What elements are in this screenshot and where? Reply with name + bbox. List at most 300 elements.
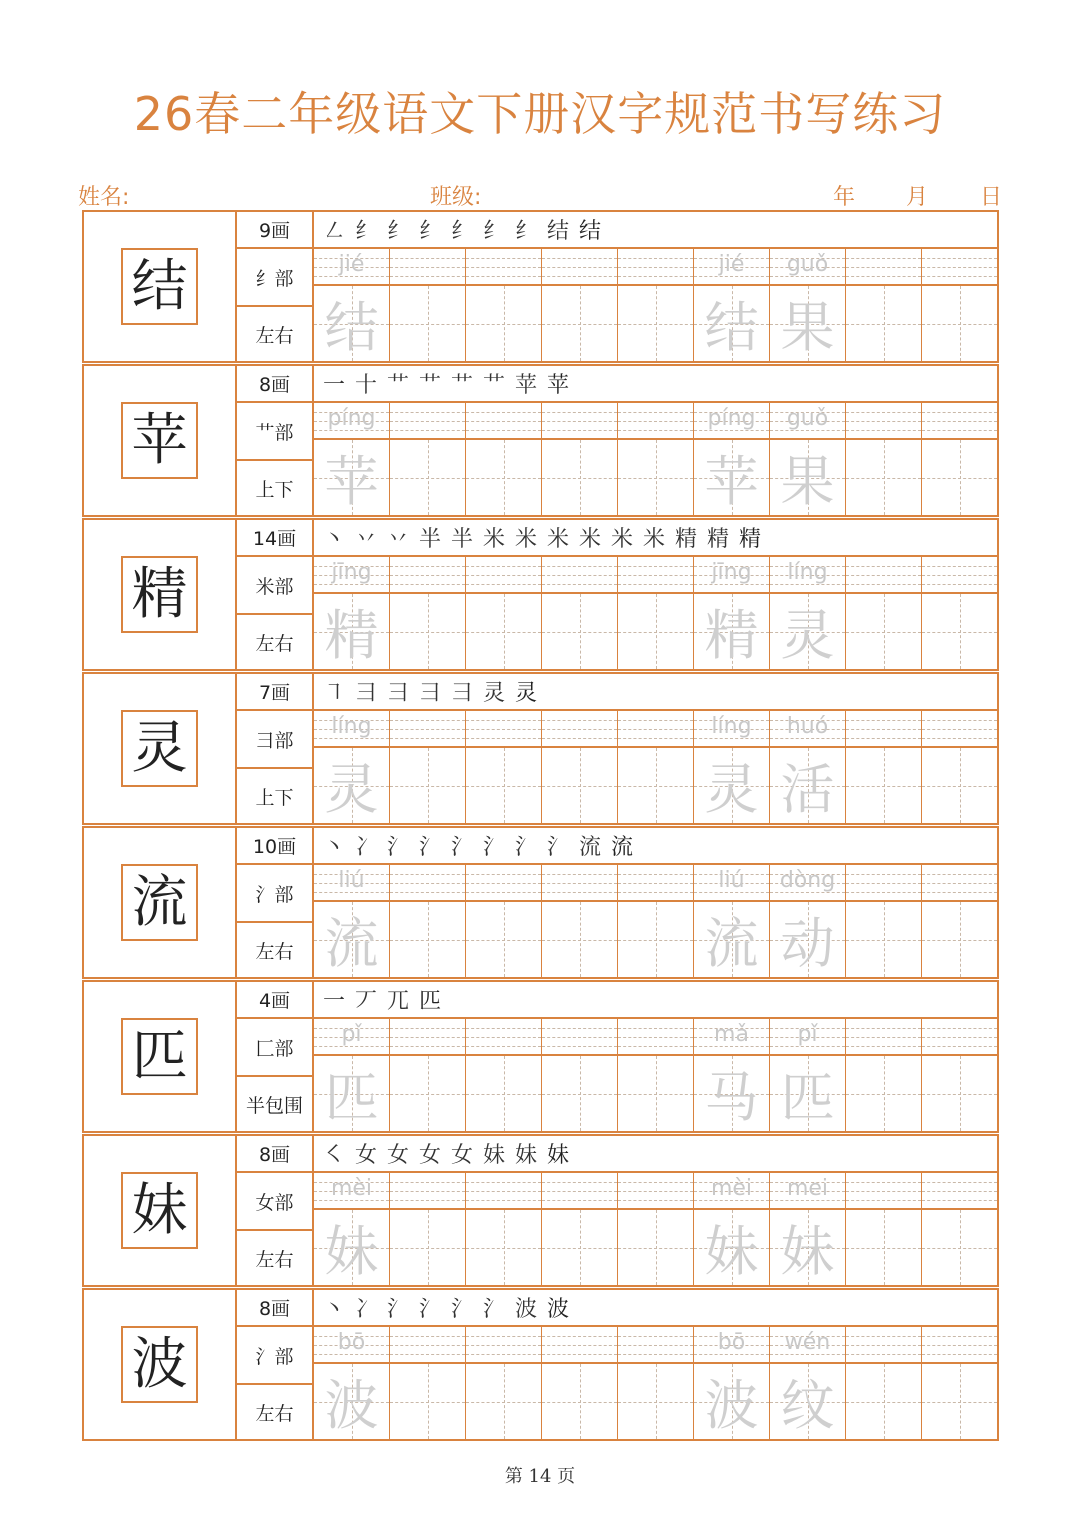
pinyin-row xyxy=(542,1019,617,1056)
tian-zi-ge xyxy=(618,1364,693,1439)
grid-cell[interactable] xyxy=(770,249,846,361)
grid-cell[interactable] xyxy=(618,1327,694,1439)
pinyin-row xyxy=(542,865,617,902)
tian-zi-ge xyxy=(846,286,921,361)
tian-zi-ge xyxy=(694,1056,769,1131)
grid-cell[interactable] xyxy=(466,557,542,669)
grid-cell[interactable] xyxy=(618,1173,694,1285)
tian-zi-ge xyxy=(466,1056,541,1131)
stroke-step: 波 xyxy=(546,1297,569,1322)
model-char-box xyxy=(121,248,198,325)
stroke-step: 彐 xyxy=(354,681,377,706)
pinyin-text: líng xyxy=(711,714,752,739)
grid-cell[interactable] xyxy=(922,1019,997,1131)
stroke-step: 匹 xyxy=(418,989,441,1014)
tian-zi-ge xyxy=(618,286,693,361)
grid-cell[interactable] xyxy=(618,865,694,977)
grid-cell[interactable] xyxy=(542,403,618,515)
tian-zi-ge xyxy=(770,902,845,977)
stroke-count: 8画 xyxy=(237,1290,312,1327)
structure: 左右 xyxy=(255,940,294,963)
grid-cell[interactable] xyxy=(694,249,770,361)
grid-cell[interactable] xyxy=(390,711,466,823)
stroke-step: 氵 xyxy=(418,1297,441,1322)
pinyin-row xyxy=(770,711,845,748)
stroke-count: 7画 xyxy=(237,674,312,711)
pinyin-row xyxy=(846,557,921,594)
tian-zi-ge xyxy=(618,902,693,977)
stroke-step: 氵 xyxy=(482,835,505,860)
stroke-step: 丶 xyxy=(322,1297,345,1322)
trace-char: 苹 xyxy=(324,450,379,513)
stroke-step: 丶 xyxy=(322,835,345,860)
trace-char: 流 xyxy=(324,912,379,975)
tian-zi-ge xyxy=(922,902,997,977)
tian-zi-ge xyxy=(542,1364,617,1439)
writing-grid xyxy=(314,403,997,515)
tian-zi-ge xyxy=(314,1210,389,1285)
tian-zi-ge xyxy=(694,440,769,515)
pinyin-row xyxy=(694,403,769,440)
tian-zi-ge xyxy=(390,1210,465,1285)
pinyin-row xyxy=(314,865,389,902)
grid-cell[interactable] xyxy=(390,865,466,977)
tian-zi-ge xyxy=(846,1056,921,1131)
tian-zi-ge xyxy=(390,440,465,515)
model-char-cell xyxy=(84,674,237,823)
tian-zi-ge xyxy=(770,594,845,669)
pinyin-row xyxy=(314,1327,389,1364)
stroke-step: 流 xyxy=(578,835,601,860)
pinyin-text: wén xyxy=(784,1330,831,1355)
trace-char: 波 xyxy=(324,1374,379,1437)
trace-char: 灵 xyxy=(704,758,759,821)
model-char-cell xyxy=(84,982,237,1131)
grid-cell[interactable] xyxy=(390,249,466,361)
pinyin-row xyxy=(618,403,693,440)
stroke-step: 艹 xyxy=(482,373,505,398)
grid-cell[interactable] xyxy=(922,711,997,823)
stroke-step: 纟 xyxy=(450,219,473,244)
grid-cell[interactable] xyxy=(770,1019,846,1131)
tian-zi-ge xyxy=(922,1364,997,1439)
grid-cell[interactable] xyxy=(390,1019,466,1131)
grid-cell[interactable] xyxy=(846,1019,922,1131)
grid-cell[interactable] xyxy=(922,403,997,515)
pinyin-row xyxy=(542,711,617,748)
pinyin-row xyxy=(466,557,541,594)
pinyin-text: mǎ xyxy=(714,1022,749,1047)
pinyin-row xyxy=(694,557,769,594)
stroke-order xyxy=(314,674,997,711)
grid-cell[interactable] xyxy=(694,711,770,823)
stroke-count: 14画 xyxy=(237,520,312,557)
stroke-step: 精 xyxy=(674,527,697,552)
radical: 女部 xyxy=(237,1173,312,1231)
pinyin-text: jīng xyxy=(711,560,752,585)
model-char: 苹 xyxy=(131,407,188,473)
trace-char: 精 xyxy=(324,604,379,667)
stroke-order xyxy=(314,1290,997,1327)
grid-cell[interactable] xyxy=(694,1327,770,1439)
tian-zi-ge xyxy=(770,1056,845,1131)
tian-zi-ge xyxy=(846,594,921,669)
grid-cell[interactable] xyxy=(694,865,770,977)
pinyin-text: pǐ xyxy=(797,1022,818,1047)
grid-cell[interactable] xyxy=(466,249,542,361)
tian-zi-ge xyxy=(618,1056,693,1131)
grid-cell[interactable] xyxy=(922,865,997,977)
tian-zi-ge xyxy=(466,1210,541,1285)
tian-zi-ge xyxy=(770,1210,845,1285)
trace-char: 马 xyxy=(704,1066,759,1129)
tian-zi-ge xyxy=(314,902,389,977)
model-char-box xyxy=(121,1018,198,1095)
stroke-count: 9画 xyxy=(237,212,312,249)
pinyin-row xyxy=(694,865,769,902)
model-char: 灵 xyxy=(131,715,188,781)
grid-cell[interactable] xyxy=(694,557,770,669)
tian-zi-ge xyxy=(694,1210,769,1285)
tian-zi-ge xyxy=(922,1210,997,1285)
grid-cell[interactable] xyxy=(922,557,997,669)
model-char: 精 xyxy=(131,561,188,627)
tian-zi-ge xyxy=(314,1364,389,1439)
trace-char: 动 xyxy=(780,912,835,975)
stroke-step: 米 xyxy=(546,527,569,552)
pinyin-text: guǒ xyxy=(786,252,829,277)
tian-zi-ge xyxy=(390,286,465,361)
grid-cell[interactable] xyxy=(314,249,390,361)
tian-zi-ge xyxy=(770,286,845,361)
pinyin-row xyxy=(618,1019,693,1056)
pinyin-row xyxy=(694,1327,769,1364)
tian-zi-ge xyxy=(314,286,389,361)
model-char: 妹 xyxy=(131,1177,188,1243)
pinyin-row xyxy=(314,403,389,440)
writing-grid xyxy=(314,711,997,823)
tian-zi-ge xyxy=(542,286,617,361)
pinyin-row xyxy=(846,403,921,440)
grid-cell[interactable] xyxy=(922,1327,997,1439)
grid-cell[interactable] xyxy=(694,1173,770,1285)
trace-char: 精 xyxy=(704,604,759,667)
grid-cell[interactable] xyxy=(846,557,922,669)
grid-cell[interactable] xyxy=(846,403,922,515)
stroke-step: 氵 xyxy=(546,835,569,860)
char-block xyxy=(82,518,999,671)
grid-cell[interactable] xyxy=(390,1327,466,1439)
char-block xyxy=(82,364,999,517)
grid-cell[interactable] xyxy=(390,557,466,669)
grid-cell[interactable] xyxy=(770,557,846,669)
structure: 半包围 xyxy=(245,1094,303,1117)
grid-cell[interactable] xyxy=(466,1019,542,1131)
grid-cell[interactable] xyxy=(618,249,694,361)
stroke-step: 氵 xyxy=(450,835,473,860)
grid-cell[interactable] xyxy=(542,1019,618,1131)
pinyin-row xyxy=(694,711,769,748)
tian-zi-ge xyxy=(466,440,541,515)
pinyin-row xyxy=(770,403,845,440)
grid-cell[interactable] xyxy=(770,1327,846,1439)
model-char: 波 xyxy=(131,1331,188,1397)
stroke-step: 兀 xyxy=(386,989,409,1014)
pinyin-row xyxy=(846,865,921,902)
radical: 氵部 xyxy=(237,1327,312,1385)
pinyin-row xyxy=(618,865,693,902)
pinyin-row xyxy=(390,1019,465,1056)
pinyin-row xyxy=(314,711,389,748)
stroke-step: 米 xyxy=(610,527,633,552)
grid-cell[interactable] xyxy=(694,403,770,515)
pinyin-row xyxy=(618,557,693,594)
grid-cell[interactable] xyxy=(390,403,466,515)
stroke-step: 彐 xyxy=(418,681,441,706)
trace-char: 灵 xyxy=(780,604,835,667)
grid-cell[interactable] xyxy=(618,1019,694,1131)
structure: 左右 xyxy=(255,632,294,655)
pinyin-row xyxy=(542,1327,617,1364)
grid-cell[interactable] xyxy=(314,403,390,515)
pinyin-text: bō xyxy=(337,1330,366,1355)
tian-zi-ge xyxy=(390,1056,465,1131)
stroke-step: 冫 xyxy=(354,1297,377,1322)
trace-char: 妹 xyxy=(780,1220,835,1283)
stroke-count: 8画 xyxy=(237,1136,312,1173)
tian-zi-ge xyxy=(846,748,921,823)
pinyin-text: mèi xyxy=(710,1176,753,1201)
pinyin-text: dòng xyxy=(779,868,836,893)
tian-zi-ge xyxy=(846,1364,921,1439)
pinyin-row xyxy=(466,711,541,748)
tian-zi-ge xyxy=(618,594,693,669)
trace-char: 纹 xyxy=(780,1374,835,1437)
grid-cell[interactable] xyxy=(466,711,542,823)
pinyin-row xyxy=(542,1173,617,1210)
pinyin-row xyxy=(618,1327,693,1364)
stroke-step: 丷 xyxy=(354,527,377,552)
grid-cell[interactable] xyxy=(314,865,390,977)
tian-zi-ge xyxy=(846,1210,921,1285)
model-char: 匹 xyxy=(131,1023,188,1089)
char-info xyxy=(237,828,314,977)
grid-cell[interactable] xyxy=(846,1173,922,1285)
pinyin-row xyxy=(390,1327,465,1364)
pinyin-row xyxy=(390,711,465,748)
stroke-count: 4画 xyxy=(237,982,312,1019)
tian-zi-ge xyxy=(922,748,997,823)
pinyin-text: bō xyxy=(717,1330,746,1355)
grid-cell[interactable] xyxy=(922,1173,997,1285)
grid-cell[interactable] xyxy=(618,403,694,515)
char-block xyxy=(82,672,999,825)
grid-cell[interactable] xyxy=(314,1019,390,1131)
pinyin-row xyxy=(694,1173,769,1210)
pinyin-row xyxy=(922,865,997,902)
radical: 纟部 xyxy=(237,249,312,307)
page-number: 第 14 页 xyxy=(504,1466,576,1487)
pinyin-row xyxy=(770,1173,845,1210)
stroke-step: 艹 xyxy=(386,373,409,398)
grid-cell[interactable] xyxy=(846,249,922,361)
name-label: 姓名: xyxy=(78,185,130,210)
grid-cell[interactable] xyxy=(466,403,542,515)
stroke-step: 一 xyxy=(322,989,345,1014)
tian-zi-ge xyxy=(542,440,617,515)
tian-zi-ge xyxy=(390,902,465,977)
grid-cell[interactable] xyxy=(390,1173,466,1285)
stroke-step: 氵 xyxy=(386,1297,409,1322)
stroke-step: 波 xyxy=(514,1297,537,1322)
model-char-cell xyxy=(84,1136,237,1285)
tian-zi-ge xyxy=(390,1364,465,1439)
trace-char: 结 xyxy=(324,296,379,359)
grid-cell[interactable] xyxy=(694,1019,770,1131)
grid-cell[interactable] xyxy=(922,249,997,361)
grid-cell[interactable] xyxy=(618,557,694,669)
pinyin-row xyxy=(922,1327,997,1364)
tian-zi-ge xyxy=(770,748,845,823)
grid-cell[interactable] xyxy=(314,1327,390,1439)
pinyin-row xyxy=(922,1019,997,1056)
pinyin-row xyxy=(922,403,997,440)
page-title: 26春二年级语文下册汉字规范书写练习 xyxy=(133,87,947,141)
radical: 氵部 xyxy=(237,865,312,923)
grid-cell[interactable] xyxy=(466,1173,542,1285)
grid-cell[interactable] xyxy=(846,865,922,977)
pinyin-text: guǒ xyxy=(786,406,829,431)
stroke-order xyxy=(314,1136,997,1173)
grid-cell[interactable] xyxy=(542,249,618,361)
stroke-step: 女 xyxy=(450,1143,473,1168)
stroke-step: 米 xyxy=(578,527,601,552)
model-char-cell xyxy=(84,828,237,977)
tian-zi-ge xyxy=(314,594,389,669)
writing-grid xyxy=(314,557,997,669)
stroke-step: 丆 xyxy=(354,989,377,1014)
writing-grid xyxy=(314,1327,997,1439)
char-info xyxy=(237,982,314,1131)
tian-zi-ge xyxy=(314,748,389,823)
stroke-order xyxy=(314,366,997,403)
stroke-step: 苹 xyxy=(546,373,569,398)
tian-zi-ge xyxy=(694,594,769,669)
pinyin-row xyxy=(770,1019,845,1056)
pinyin-row xyxy=(466,403,541,440)
char-info xyxy=(237,212,314,361)
stroke-step: 精 xyxy=(738,527,761,552)
grid-cell[interactable] xyxy=(770,403,846,515)
stroke-step: 彐 xyxy=(450,681,473,706)
structure: 左右 xyxy=(255,1248,294,1271)
pinyin-text: liú xyxy=(338,868,365,893)
char-block xyxy=(82,826,999,979)
tian-zi-ge xyxy=(390,594,465,669)
grid-cell[interactable] xyxy=(618,711,694,823)
pinyin-row xyxy=(922,557,997,594)
trace-char: 结 xyxy=(704,296,759,359)
tian-zi-ge xyxy=(542,1210,617,1285)
tian-zi-ge xyxy=(466,1364,541,1439)
grid-cell[interactable] xyxy=(466,1327,542,1439)
grid-cell[interactable] xyxy=(542,1173,618,1285)
stroke-step: 半 xyxy=(418,527,441,552)
stroke-step: 纟 xyxy=(418,219,441,244)
stroke-step: 女 xyxy=(354,1143,377,1168)
stroke-order xyxy=(314,982,997,1019)
pinyin-row xyxy=(314,1019,389,1056)
char-info xyxy=(237,366,314,515)
tian-zi-ge xyxy=(390,748,465,823)
radical: 米部 xyxy=(237,557,312,615)
writing-grid xyxy=(314,1173,997,1285)
stroke-step: 氵 xyxy=(514,835,537,860)
stroke-order xyxy=(314,828,997,865)
pinyin-row xyxy=(390,249,465,286)
grid-cell[interactable] xyxy=(770,1173,846,1285)
pinyin-row xyxy=(542,249,617,286)
pinyin-row xyxy=(314,557,389,594)
stroke-count: 10画 xyxy=(237,828,312,865)
grid-cell[interactable] xyxy=(314,1173,390,1285)
tian-zi-ge xyxy=(542,902,617,977)
pinyin-text: líng xyxy=(787,560,828,585)
pinyin-text: jié xyxy=(338,252,365,277)
tian-zi-ge xyxy=(466,594,541,669)
trace-char: 妹 xyxy=(324,1220,379,1283)
pinyin-row xyxy=(390,1173,465,1210)
trace-char: 匹 xyxy=(324,1066,379,1129)
model-char-box xyxy=(121,1172,198,1249)
stroke-step: 纟 xyxy=(514,219,537,244)
char-block xyxy=(82,210,999,363)
tian-zi-ge xyxy=(922,1056,997,1131)
stroke-step: 米 xyxy=(642,527,665,552)
grid-cell[interactable] xyxy=(770,711,846,823)
tian-zi-ge xyxy=(466,748,541,823)
grid-cell[interactable] xyxy=(314,557,390,669)
pinyin-row xyxy=(618,1173,693,1210)
pinyin-row xyxy=(922,711,997,748)
grid-cell[interactable] xyxy=(466,865,542,977)
tian-zi-ge xyxy=(846,440,921,515)
model-char-cell xyxy=(84,212,237,361)
grid-cell[interactable] xyxy=(542,711,618,823)
grid-cell[interactable] xyxy=(846,1327,922,1439)
grid-cell[interactable] xyxy=(542,1327,618,1439)
pinyin-row xyxy=(846,1019,921,1056)
grid-cell[interactable] xyxy=(314,711,390,823)
pinyin-row xyxy=(466,1019,541,1056)
pinyin-text: pǐ xyxy=(341,1022,362,1047)
stroke-step: 结 xyxy=(546,219,569,244)
tian-zi-ge xyxy=(694,286,769,361)
grid-cell[interactable] xyxy=(770,865,846,977)
pinyin-row xyxy=(770,249,845,286)
radical: 艹部 xyxy=(237,403,312,461)
grid-cell[interactable] xyxy=(542,865,618,977)
pinyin-text: jīng xyxy=(331,560,372,585)
stroke-step: 艹 xyxy=(418,373,441,398)
model-char-box xyxy=(121,402,198,479)
tian-zi-ge xyxy=(694,1364,769,1439)
grid-cell[interactable] xyxy=(542,557,618,669)
pinyin-row xyxy=(466,865,541,902)
grid-cell[interactable] xyxy=(846,711,922,823)
pinyin-row xyxy=(922,249,997,286)
pinyin-row xyxy=(922,1173,997,1210)
